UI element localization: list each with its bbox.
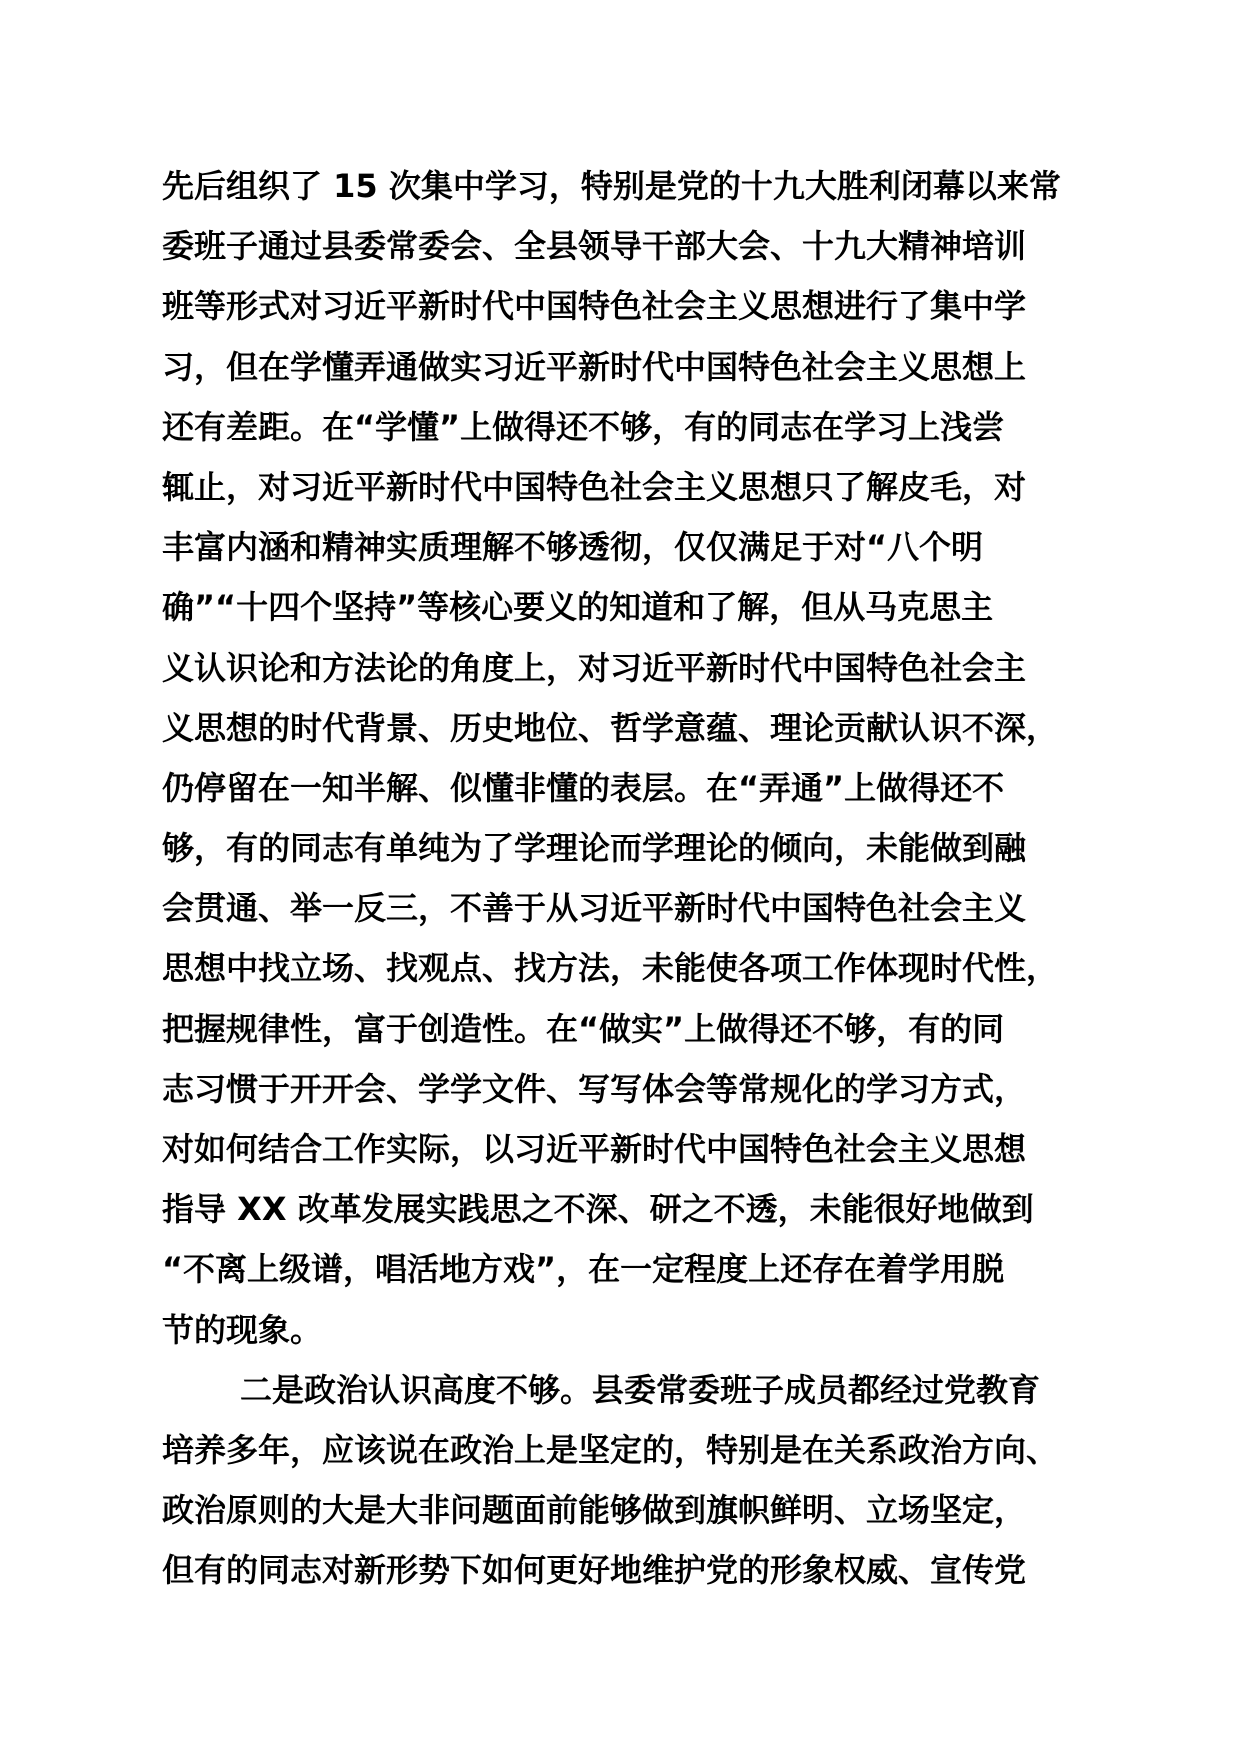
text-line: 政治原则的大是大非问题面前能够做到旗帜鲜明、立场坚定，: [162, 1491, 1027, 1530]
text-line: 辄止，对习近平新时代中国特色社会主义思想只了解皮毛，对: [162, 467, 1027, 506]
text-line: 但有的同志对新形势下如何更好地维护党的形象权威、宣传党: [162, 1551, 1027, 1590]
text-line: “不离上级谱，唱活地方戏”，在一定程度上还存在着学用脱: [162, 1250, 1005, 1289]
text-line: 义认识论和方法论的角度上，对习近平新时代中国特色社会主: [162, 648, 1027, 687]
text-line: 还有差距。在“学懂”上做得还不够，有的同志在学习上浅尝: [162, 407, 1005, 446]
text-line: 指导 XX 改革发展实践思之不深、研之不透，未能很好地做到: [162, 1190, 1034, 1229]
text-line: 确”“十四个坚持”等核心要义的知道和了解，但从马克思主: [162, 588, 994, 627]
text-line: 班等形式对习近平新时代中国特色社会主义思想进行了集中学: [162, 287, 1027, 326]
text-line: 培养多年，应该说在政治上是坚定的，特别是在关系政治方向、: [162, 1430, 1059, 1469]
text-line: 先后组织了 15 次集中学习，特别是党的十九大胜利闭幕以来常: [162, 167, 1061, 205]
text-line: 对如何结合工作实际，以习近平新时代中国特色社会主义思想: [162, 1130, 1027, 1168]
text-line: 思想中找立场、找观点、找方法，未能使各项工作体现时代性，: [162, 949, 1059, 988]
text-line: 习，但在学懂弄通做实习近平新时代中国特色社会主义思想上: [162, 347, 1027, 386]
text-line: 丰富内涵和精神实质理解不够透彻，仅仅满足于对“八个明: [162, 528, 984, 567]
text-line: 节的现象。: [162, 1310, 323, 1349]
paragraph-start-line: 二是政治认识高度不够。县委常委班子成员都经过党教育: [240, 1370, 1041, 1409]
body-text: [162, 156, 1092, 1601]
text-line: 志习惯于开开会、学学文件、写写体会等常规化的学习方式，: [162, 1069, 1027, 1108]
text-line: 够，有的同志有单纯为了学理论而学理论的倾向，未能做到融: [162, 829, 1027, 868]
text-line: 仍停留在一知半解、似懂非懂的表层。在“弄通”上做得还不: [162, 768, 1005, 807]
text-line: 会贯通、举一反三，不善于从习近平新时代中国特色社会主义: [162, 889, 1027, 928]
text-line: 把握规律性，富于创造性。在“做实”上做得还不够，有的同: [162, 1009, 1005, 1048]
text-line: 委班子通过县委常委会、全县领导干部大会、十九大精神培训: [162, 227, 1027, 266]
text-line: 义思想的时代背景、历史地位、哲学意蕴、理论贡献认识不深，: [162, 708, 1059, 747]
